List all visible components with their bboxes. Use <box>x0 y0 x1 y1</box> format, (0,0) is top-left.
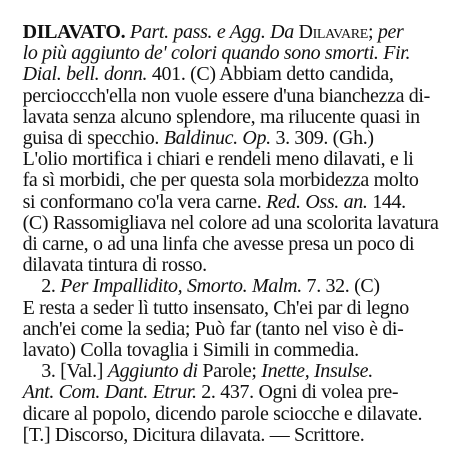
definition: Aggiunto di <box>107 360 198 383</box>
definition: per <box>377 21 404 43</box>
entry-text: Parole; <box>197 360 262 383</box>
entry-text: 401. (C) Abbiam detto candida, <box>147 63 394 86</box>
headword: DILAVATO. <box>22 21 126 43</box>
definition: Per Impallidito, Smorto. Malm. <box>60 275 302 298</box>
definition: Inette, Insulse. <box>261 360 373 383</box>
entry-text: guisa di specchio. <box>22 127 164 149</box>
entry-text: fa sì morbidi, che per questa sola morbidezza molto <box>22 169 419 192</box>
entry-text: dilavata tintura di rosso. <box>22 254 207 277</box>
entry-text: 3. 309. (Gh.) <box>270 127 374 149</box>
entry-text: [T.] Discorso, Dicitura dilavata. — Scrittore. <box>22 423 365 446</box>
sense-number: 3. [Val.] <box>22 360 108 383</box>
citation-source: Baldinuc. Op. <box>163 127 271 149</box>
source-verb: Dilavare <box>298 21 368 43</box>
definition: lo più aggiunto de' colori quando sono smorti. Fir. <box>22 42 411 65</box>
entry-text: L'olio mortifica i chiari e rendeli meno dilavati, e li <box>22 148 414 171</box>
entry-line <box>4 405 364 465</box>
entry-text: lavata senza alcuno splendore, ma rilucente quasi in <box>22 105 420 128</box>
sense-number: 2. <box>22 275 61 298</box>
grammar-note: Part. pass. e Agg. Da <box>129 21 299 43</box>
entry-text: ; <box>368 21 378 43</box>
entry-text: percioccch'ella non vuole essere d'una bianchezza di- <box>22 84 430 107</box>
entry-text: 7. 32. (C) <box>301 275 380 298</box>
entry-text: lavato) Colla tovaglia i Simili in commedia. <box>22 339 359 361</box>
entry-text: dicare al popolo, dicendo parole sciocche e dilavate. <box>22 402 423 425</box>
entry-text: E resta a seder lì tutto insensato, Ch'ei par di legno <box>22 296 409 319</box>
entry-text: 2. 437. Ogni di volea pre- <box>196 381 399 404</box>
entry-text: anch'ei come la sedia; Può far (tanto nel viso è di- <box>22 317 404 340</box>
citation-source: Ant. Com. Dant. Etrur. <box>22 381 197 404</box>
entry-text: si conformano co'la vera carne. <box>22 190 266 213</box>
entry-text: (C) Rassomigliava nel colore ad una scolorita lavatura <box>22 211 439 234</box>
citation-source: Red. Oss. an. <box>266 190 368 213</box>
entry-text: di carne, o ad una linfa che avesse presa un poco di <box>22 233 415 255</box>
entry-text: 144. <box>367 190 406 213</box>
dictionary-entry <box>4 0 466 446</box>
citation-source: Dial. bell. donn. <box>22 63 148 86</box>
